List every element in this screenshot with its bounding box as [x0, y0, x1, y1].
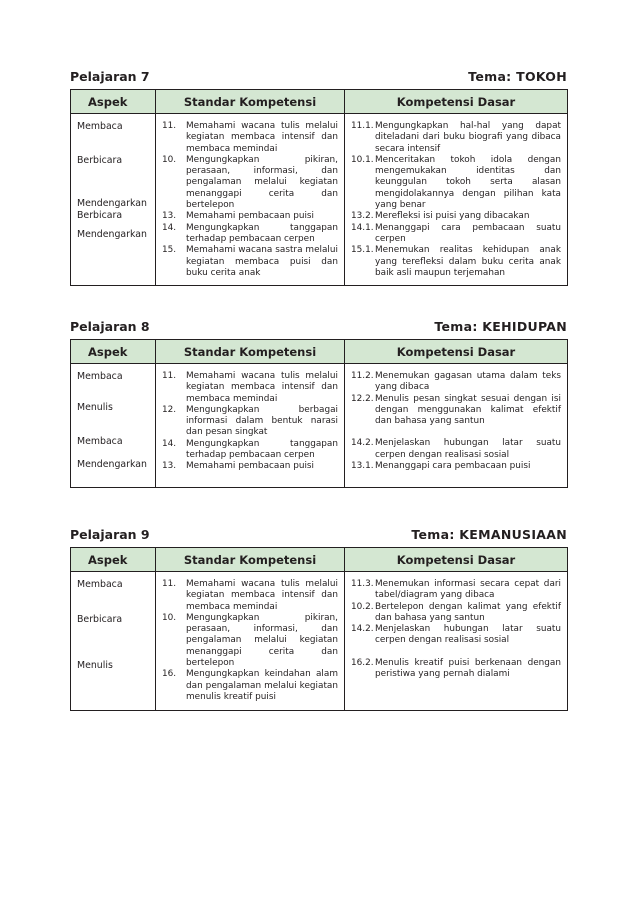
table-row: [71, 364, 568, 488]
dasar-text: Menemukan informasi secara cepat dari tabel/diagram yang dibaca: [375, 579, 561, 601]
standar-item: [162, 121, 338, 155]
section-pelajaran-9: [70, 527, 567, 711]
standar-number: 11.: [162, 121, 177, 131]
standar-kompetensi-cell: [156, 114, 345, 286]
standar-number: 11.: [162, 579, 177, 589]
aspek-item: Menulis: [77, 401, 113, 413]
dasar-item: [351, 658, 561, 681]
section-pelajaran-8: [70, 319, 567, 488]
competency-table: [70, 547, 568, 711]
standar-text: Memahami wacana sastra melalui kegiatan membaca puisi dan buku cerita anak: [186, 245, 338, 278]
header-standar-kompetensi: Standar Kompetensi: [156, 90, 345, 114]
kompetensi-dasar-cell: [345, 114, 568, 286]
header-kompetensi-dasar: Kompetensi Dasar: [345, 548, 568, 572]
standar-text: Mengungkapkan berbagai informasi dalam bentuk narasi dan pesan singkat: [186, 404, 338, 438]
aspek-cell: [71, 114, 156, 286]
standar-number: 10.: [162, 612, 177, 623]
standar-item: [162, 669, 338, 703]
aspek-item: Mendengarkan: [77, 458, 147, 470]
standar-item: [162, 371, 338, 405]
aspek-item: Membaca: [77, 371, 123, 382]
lesson-theme: Tema: KEHIDUPAN: [434, 319, 567, 334]
dasar-item: [351, 624, 561, 647]
aspek-item: Membaca: [77, 121, 123, 132]
standar-number: 13.: [162, 211, 177, 222]
dasar-text: Bertelepon dengan kalimat yang efektif dan bahasa yang santun: [375, 601, 561, 623]
standar-number: 12.: [162, 404, 177, 415]
dasar-text: Menemukan gagasan utama dalam teks yang dibaca: [375, 371, 561, 393]
lesson-title: Pelajaran 7: [70, 69, 150, 84]
dasar-item: [351, 245, 561, 279]
dasar-number: 16.2.: [351, 657, 374, 668]
standar-number: 14.: [162, 438, 177, 449]
aspek-item: Berbicara: [77, 154, 123, 166]
competency-table: [70, 89, 568, 286]
section-header: [70, 69, 567, 87]
dasar-number: 13.1.: [351, 461, 374, 472]
lesson-title: Pelajaran 9: [70, 527, 150, 542]
standar-kompetensi-cell: [156, 572, 345, 711]
aspek-item: Membaca: [77, 579, 123, 590]
dasar-text: Menjelaskan hubungan latar suatu cerpen dengan realisasi sosial: [375, 624, 561, 646]
standar-text: Mengungkapkan tanggapan terhadap pembacaan cerpen: [186, 438, 338, 461]
standar-item: [162, 439, 338, 462]
table-header-row: [71, 340, 568, 364]
section-header: [70, 319, 567, 337]
dasar-number: 14.1.: [351, 222, 374, 233]
dasar-number: 10.1.: [351, 154, 374, 165]
standar-item: [162, 461, 338, 472]
aspek-item: Menulis: [77, 660, 113, 672]
dasar-item: [351, 602, 561, 625]
dasar-number: 14.2.: [351, 438, 374, 449]
standar-item: [162, 155, 338, 211]
dasar-text: Menanggapi cara pembacaan suatu cerpen: [375, 222, 561, 244]
dasar-text: Mengungkapkan hal-hal yang dapat diteladani dari buku biografi yang dibaca secara intensif: [375, 121, 561, 154]
table-row: [71, 114, 568, 286]
standar-item: [162, 613, 338, 669]
standar-text: Mengungkapkan pikiran, perasaan, informasi, dan pengalaman melalui kegiatan menanggapi cerita dan bertelepon: [186, 154, 338, 211]
kompetensi-dasar-cell: [345, 572, 568, 711]
standar-item: [162, 405, 338, 439]
header-kompetensi-dasar: Kompetensi Dasar: [345, 340, 568, 364]
standar-text: Memahami pembacaan puisi: [186, 211, 315, 222]
standar-number: 15.: [162, 245, 177, 256]
standar-text: Memahami wacana tulis melalui kegiatan membaca intensif dan membaca memindai: [186, 371, 338, 404]
lesson-theme: Tema: TOKOH: [468, 69, 567, 84]
aspek-cell: [71, 572, 156, 711]
section-pelajaran-7: [70, 69, 567, 286]
dasar-item: [351, 438, 561, 461]
dasar-number: 11.3.: [351, 579, 374, 589]
dasar-number: 15.1.: [351, 245, 374, 256]
standar-number: 14.: [162, 222, 177, 233]
dasar-item: [351, 371, 561, 394]
dasar-text: Menanggapi cara pembacaan puisi: [375, 461, 531, 472]
dasar-number: 12.2.: [351, 393, 374, 404]
standar-number: 16.: [162, 669, 177, 680]
lesson-title: Pelajaran 8: [70, 319, 150, 334]
dasar-text: Menjelaskan hubungan latar suatu cerpen dengan realisasi sosial: [375, 438, 561, 460]
standar-text: Memahami wacana tulis melalui kegiatan membaca intensif dan membaca memindai: [186, 579, 338, 612]
aspek-item: Mendengarkan: [77, 198, 147, 210]
standar-text: Mengungkapkan pikiran, perasaan, informasi, dan pengalaman melalui kegiatan menanggapi cerita dan bertelepon: [186, 612, 338, 669]
standar-number: 10.: [162, 154, 177, 165]
dasar-number: 10.2.: [351, 601, 374, 612]
dasar-item: [351, 121, 561, 155]
aspek-item: Berbicara: [77, 209, 123, 221]
dasar-text: Merefleksi isi puisi yang dibacakan: [375, 211, 530, 222]
header-aspek: Aspek: [71, 90, 156, 114]
dasar-text: Menulis pesan singkat sesuai dengan isi dengan menggunakan kalimat efektif dan bahasa yang santun: [375, 393, 561, 427]
dasar-text: Menulis kreatif puisi berkenaan dengan peristiwa yang pernah dialami: [375, 657, 561, 680]
standar-text: Memahami pembacaan puisi: [186, 461, 315, 472]
lesson-theme: Tema: KEMANUSIAAN: [411, 527, 567, 542]
aspek-item: Berbicara: [77, 613, 123, 625]
dasar-number: 13.2.: [351, 211, 374, 222]
standar-number: 11.: [162, 371, 177, 381]
dasar-item: [351, 579, 561, 602]
dasar-item: [351, 211, 561, 222]
dasar-text: Menceritakan tokoh idola dengan mengemukakan identitas dan keunggulan tokoh serta alasan mengidolakannya dengan pilihan kata yang benar: [375, 154, 561, 211]
dasar-item: [351, 461, 561, 472]
dasar-item: [351, 223, 561, 246]
table-header-row: [71, 548, 568, 572]
kompetensi-dasar-cell: [345, 364, 568, 488]
dasar-number: 14.2.: [351, 624, 374, 635]
standar-item: [162, 245, 338, 279]
standar-kompetensi-cell: [156, 364, 345, 488]
aspek-item: Mendengarkan: [77, 229, 147, 241]
standar-item: [162, 223, 338, 246]
dasar-item: [351, 155, 561, 211]
header-aspek: Aspek: [71, 340, 156, 364]
dasar-number: 11.1.: [351, 121, 374, 131]
section-header: [70, 527, 567, 545]
dasar-number: 11.2.: [351, 371, 374, 381]
aspek-item: Membaca: [77, 436, 123, 448]
aspek-cell: [71, 364, 156, 488]
dasar-item: [351, 394, 561, 428]
header-standar-kompetensi: Standar Kompetensi: [156, 340, 345, 364]
table-row: [71, 572, 568, 711]
standar-text: Mengungkapkan tanggapan terhadap pembacaan cerpen: [186, 222, 338, 244]
standar-number: 13.: [162, 461, 177, 472]
competency-table: [70, 339, 568, 488]
table-header-row: [71, 90, 568, 114]
dasar-text: Menemukan realitas kehidupan anak yang terefleksi dalam buku cerita anak baik asli maupun terjemahan: [375, 245, 561, 278]
header-standar-kompetensi: Standar Kompetensi: [156, 548, 345, 572]
header-kompetensi-dasar: Kompetensi Dasar: [345, 90, 568, 114]
header-aspek: Aspek: [71, 548, 156, 572]
standar-item: [162, 579, 338, 613]
standar-text: Mengungkapkan keindahan alam dan pengalaman melalui kegiatan menulis kreatif puisi: [186, 669, 338, 702]
standar-item: [162, 211, 338, 222]
standar-text: Memahami wacana tulis melalui kegiatan membaca intensif dan membaca memindai: [186, 121, 338, 154]
